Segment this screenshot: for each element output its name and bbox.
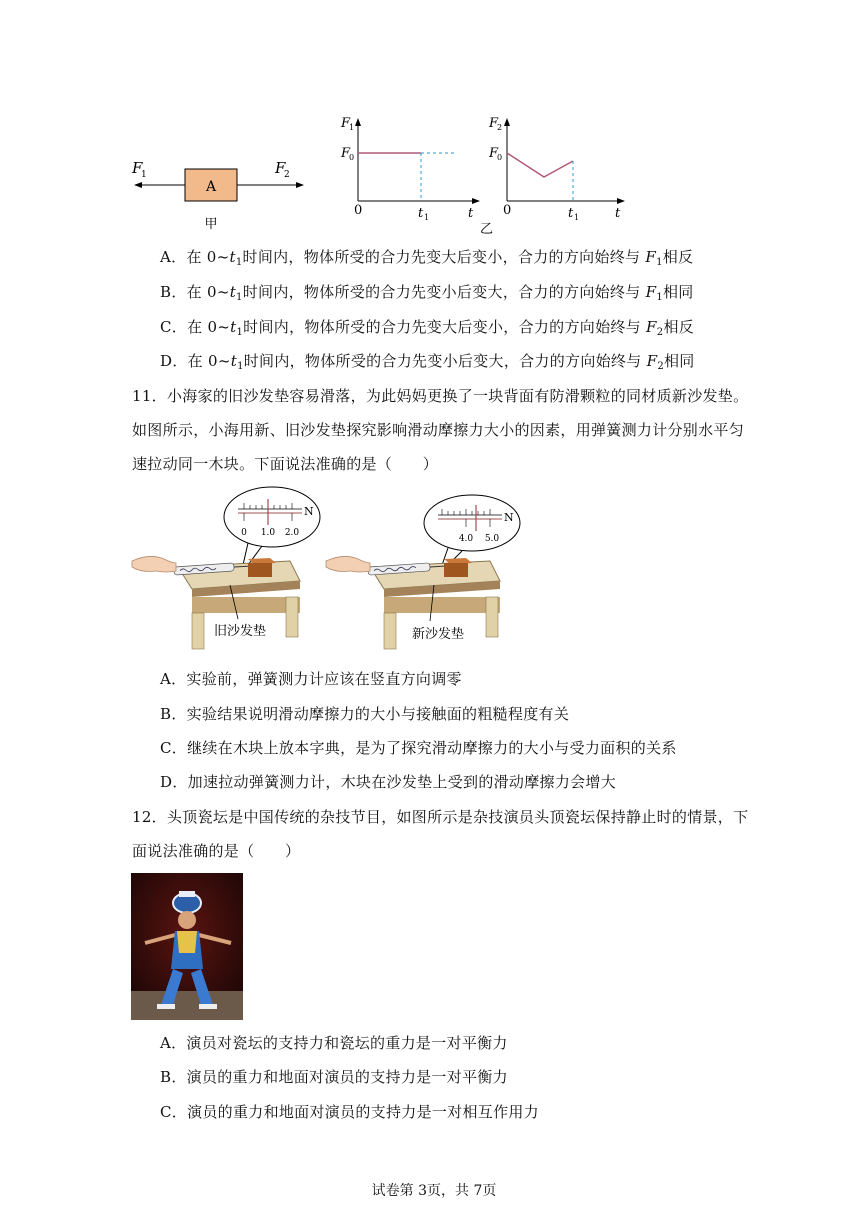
svg-text:t: t	[568, 206, 574, 221]
q10-option-b[interactable]: B．在 $0\sim t_1$时间内，物体所受的合力先变小后变大，合力的方向始终与 $F_1$相同	[160, 283, 694, 303]
q11-option-a[interactable]: A．实验前，弹簧测力计应该在竖直方向调零	[160, 670, 462, 688]
q11-stem-line1: 11．小海家的旧沙发垫容易滑落，为此妈妈更换了一块背面有防滑颗粒的同材质新沙发垫。	[132, 387, 749, 405]
svg-text:1: 1	[574, 213, 580, 222]
scene-old-cushion	[132, 487, 320, 649]
page-footer: 试卷第 3页，共 7页	[371, 1183, 497, 1199]
q11-option-c[interactable]: C．继续在木块上放本字典，是为了探究滑动摩擦力的大小与受力面积的关系	[160, 739, 677, 757]
force-left-label: F	[132, 159, 143, 177]
q12-option-b[interactable]: B．演员的重力和地面对演员的支持力是一对平衡力	[160, 1068, 508, 1086]
svg-text:5.0: 5.0	[484, 534, 500, 544]
q12-option-a[interactable]: A．演员对瓷坛的支持力和瓷坛的重力是一对平衡力	[160, 1034, 508, 1052]
svg-text:0: 0	[497, 153, 503, 162]
figure-forces-graphs	[120, 105, 640, 240]
block-label: A	[205, 179, 217, 195]
svg-text:N: N	[504, 511, 514, 524]
q11-stem-line2: 如图所示，小海用新、旧沙发垫探究影响滑动摩擦力大小的因素，用弹簧测力计分别水平匀	[132, 421, 745, 439]
force-right-sub: 2	[284, 170, 290, 180]
svg-text:0: 0	[354, 203, 363, 218]
force-left-sub: 1	[141, 170, 147, 180]
svg-text:F: F	[489, 146, 499, 161]
svg-text:1: 1	[349, 123, 355, 132]
caption-new-cushion: 新沙发垫	[412, 627, 465, 642]
q12-stem-line2: 面说法准确的是（ ）	[132, 842, 301, 860]
q11-option-b[interactable]: B．实验结果说明滑动摩擦力的大小与接触面的粗糙程度有关	[160, 705, 570, 723]
svg-text:N: N	[304, 505, 314, 518]
force-right-label: F	[275, 159, 286, 177]
graph-f1	[340, 116, 480, 222]
f2-curve	[507, 153, 573, 177]
caption-jia: 甲	[204, 217, 218, 232]
block-diagram	[131, 159, 304, 232]
svg-text:0: 0	[241, 528, 247, 538]
graph-f2	[480, 116, 625, 237]
q10-option-d[interactable]: D．在 $0\sim t_1$时间内，物体所受的合力先变小后变大，合力的方向始终与 $F_2$相同	[160, 352, 695, 372]
q11-option-d[interactable]: D．加速拉动弹簧测力计，木块在沙发垫上受到的滑动摩擦力会增大	[160, 773, 617, 791]
figure-spring-scale	[130, 485, 514, 650]
svg-text:1.0: 1.0	[260, 528, 276, 538]
acrobat-photo	[131, 873, 243, 1020]
q10-option-c[interactable]: C．在 $0\sim t_1$时间内，物体所受的合力先变大后变小，合力的方向始终与 $F_2$相反	[160, 318, 695, 338]
q11-stem-line3: 速拉动同一木块。下面说法准确的是（ ）	[132, 455, 439, 473]
svg-text:t: t	[468, 206, 474, 221]
q10-option-a[interactable]: A．在 $0\sim t_1$时间内，物体所受的合力先变大后变小，合力的方向始终与 $F_1$相反	[160, 248, 694, 268]
caption-old-cushion: 旧沙发垫	[214, 624, 267, 639]
svg-text:1: 1	[424, 213, 430, 222]
svg-text:2.0: 2.0	[284, 528, 300, 538]
svg-text:F: F	[489, 116, 499, 131]
q12-stem-line1: 12．头顶瓷坛是中国传统的杂技节目，如图所示是杂技演员头顶瓷坛保持静止时的情景，下	[132, 808, 749, 826]
svg-text:F: F	[341, 116, 351, 131]
svg-text:0: 0	[349, 153, 355, 162]
svg-text:t: t	[418, 206, 424, 221]
svg-text:0: 0	[503, 203, 512, 218]
caption-yi: 乙	[480, 222, 494, 237]
svg-text:F: F	[341, 146, 351, 161]
svg-text:2: 2	[497, 123, 503, 132]
svg-text:t: t	[615, 206, 621, 221]
q12-option-c[interactable]: C．演员的重力和地面对演员的支持力是一对相互作用力	[160, 1103, 539, 1121]
scene-new-cushion	[326, 495, 520, 649]
svg-text:4.0: 4.0	[458, 534, 474, 544]
